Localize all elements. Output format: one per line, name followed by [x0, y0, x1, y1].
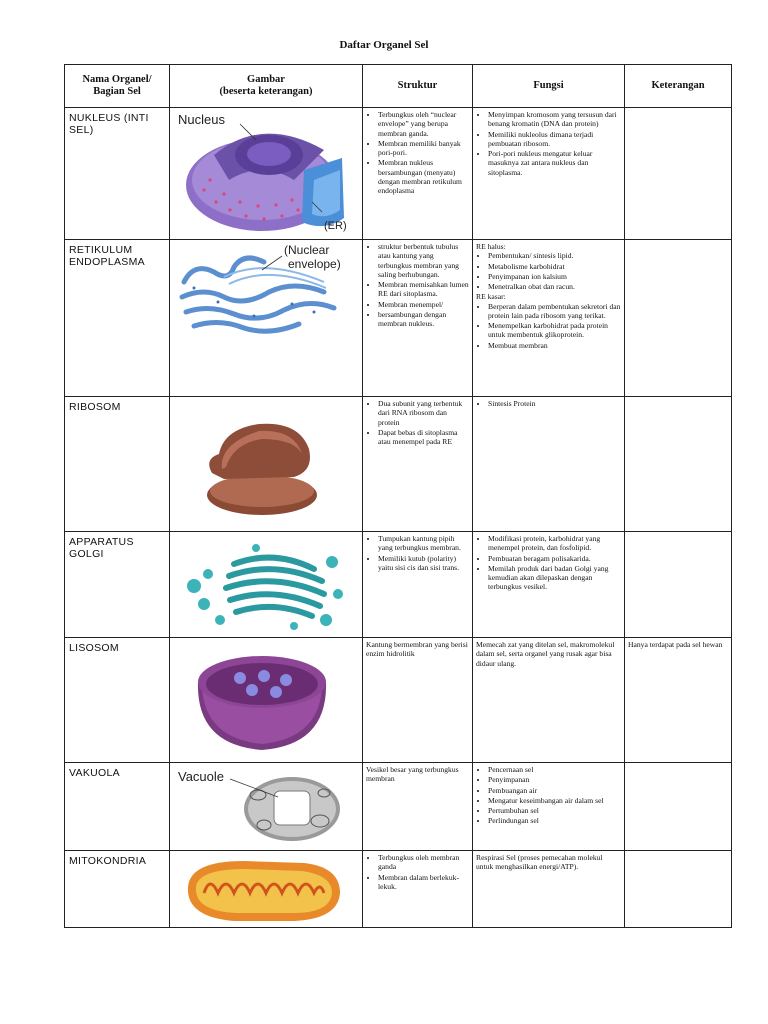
bullet-item: • Membran nukleus bersambungan (menyatu) dengan membran retikulum endoplasma: [378, 158, 469, 195]
bullet-item: • Pembuangan air: [488, 786, 621, 795]
bullet-item: • Membran memisahkan lumen RE dari sitoplasma.: [378, 280, 469, 299]
bullet-item: • Menyimpan kromosom yang tersusun dari benang kromatin (DNA dan protein): [488, 110, 621, 129]
note-cell: [625, 851, 732, 928]
bullet-list: [476, 110, 621, 177]
cell-text: RE kasar:: [476, 292, 506, 302]
function-cell: [473, 851, 625, 928]
organelle-name: LISOSOM: [65, 638, 170, 763]
note-cell: [625, 397, 732, 532]
structure-cell: [363, 240, 473, 397]
structure-cell: [363, 851, 473, 928]
organelle-image-cell: [170, 763, 363, 851]
organelle-image-cell: [170, 397, 363, 532]
bullet-item: • Membran dalam berlekuk-lekuk.: [378, 873, 469, 892]
nuclear-envelope-label-1: (Nuclear: [284, 243, 330, 257]
bullet-item: • Tumpukan kantung pipih yang terbungkus membran.: [378, 534, 469, 553]
note-cell: [625, 240, 732, 397]
organelle-image-cell: [170, 240, 363, 397]
bullet-item: • Pembuatan beragam polisakarida.: [488, 554, 621, 563]
note-cell: [625, 763, 732, 851]
bullet-item: • Menetralkan obat dan racun.: [488, 282, 621, 291]
organelle-image-cell: [170, 638, 363, 763]
bullet-item: • Terbungkus oleh membran ganda: [378, 853, 469, 872]
bullet-item: • Sintesis Protein: [488, 399, 621, 408]
nuclear-envelope-label-2: envelope): [288, 257, 341, 271]
organelle-image-cell: [170, 851, 363, 928]
organelle-name: MITOKONDRIA: [65, 851, 170, 928]
bullet-item: • Membran menempel/: [378, 300, 469, 309]
bullet-list: [476, 302, 621, 350]
structure-cell: [363, 108, 473, 240]
lysosome-illustration: [174, 640, 352, 758]
bullet-item: • Terbungkus oleh “nuclear envelope” yang berupa membran ganda.: [378, 110, 469, 138]
bullet-item: • Berperan dalam pembentukan sekretori dan protein lain pada ribosom yang terikat.: [488, 302, 621, 321]
table-header-row: [65, 65, 732, 108]
bullet-item: • Mengatur keseimbangan air dalam sel: [488, 796, 621, 805]
table-row: [65, 240, 732, 397]
bullet-list: [366, 534, 469, 572]
bullet-item: • Dua subunit yang terbentuk dari RNA ribosom dan protein: [378, 399, 469, 427]
table-row: [65, 763, 732, 851]
bullet-item: • Penyimpanan: [488, 775, 621, 784]
function-cell: [473, 397, 625, 532]
table-row: [65, 532, 732, 638]
cell-text: Kantung bermembran yang berisi enzim hidrolitik: [366, 640, 468, 659]
cell-text: RE halus:: [476, 242, 506, 251]
bullet-item: • bersambungan dengan membran nukleus.: [378, 310, 469, 329]
bullet-list: [476, 251, 621, 291]
structure-cell: [363, 397, 473, 532]
organelle-image-cell: [170, 108, 363, 240]
er-label: (ER): [324, 220, 347, 232]
mitochondria-illustration: [174, 853, 352, 924]
bullet-item: • struktur berbentuk tubulus atau kantung yang terbungkus membran yang saling berhubungan.: [378, 242, 469, 279]
bullet-item: • Dapat bebas di sitoplasma atau menempel pada RE: [378, 428, 469, 447]
bullet-list: [366, 399, 469, 446]
bullet-list: [366, 242, 469, 328]
function-cell: [473, 763, 625, 851]
structure-cell: [363, 532, 473, 638]
bullet-item: • Pori-pori nukleus mengatur keluar masuknya zat antara nukleus dan sitoplasma.: [488, 149, 621, 177]
organelle-name: RIBOSOM: [65, 397, 170, 532]
document-title: Daftar Organel Sel: [339, 39, 429, 51]
nucleus-label: Nucleus: [178, 112, 225, 127]
vacuole-illustration: [174, 765, 352, 847]
bullet-item: • Membuat membran: [488, 341, 621, 350]
bullet-list: [366, 110, 469, 195]
bullet-item: • Pencernaan sel: [488, 765, 621, 774]
bullet-item: • Penyimpanan ion kalsium: [488, 272, 621, 281]
header-function: Fungsi: [473, 65, 625, 108]
header-note: Keterangan: [625, 65, 732, 108]
organelle-table: [64, 64, 732, 928]
bullet-list: [366, 853, 469, 891]
bullet-item: • Memilah produk dari badan Golgi yang kemudian akan dilepaskan dengan terbungkus vesikel.: [488, 564, 621, 592]
header-structure: Struktur: [363, 65, 473, 108]
bullet-item: • Memiliki nukleolus dimana terjadi pembuatan ribosom.: [488, 130, 621, 149]
table-row: [65, 108, 732, 240]
cell-text: Vesikel besar yang terbungkus membran: [366, 765, 459, 784]
organelle-name: APPARATUS GOLGI: [65, 532, 170, 638]
table-row: [65, 397, 732, 532]
note-cell: Hanya terdapat pada sel hewan: [625, 638, 732, 763]
vacuole-label: Vacuole: [178, 769, 225, 784]
bullet-item: • Membran memiliki banyak pori-pori.: [378, 139, 469, 158]
table-row: [65, 851, 732, 928]
bullet-item: • Modifikasi protein, karbohidrat yang menempel protein, dan fosfolipid.: [488, 534, 621, 553]
ribosome-illustration: [174, 399, 352, 527]
structure-cell: [363, 638, 473, 763]
bullet-item: • Perlindungan sel: [488, 816, 621, 825]
function-cell: [473, 108, 625, 240]
cell-text: Memecah zat yang ditelan sel, makromolekul dalam sel, serta organel yang rusak agar bisa didaur ulang.: [476, 640, 615, 668]
function-cell: [473, 638, 625, 763]
organelle-name: NUKLEUS (INTI SEL): [65, 108, 170, 240]
header-name: Nama Organel/ Bagian Sel: [65, 65, 170, 108]
table-row: [65, 638, 732, 763]
organelle-name: RETIKULUM ENDOPLASMA: [65, 240, 170, 397]
er-illustration: [174, 242, 352, 338]
bullet-item: • Pembentukan/ sintesis lipid.: [488, 251, 621, 260]
bullet-item: • Memiliki kutub (polarity) yaitu sisi cis dan sisi trans.: [378, 554, 469, 573]
bullet-item: • Metabolisme karbohidrat: [488, 262, 621, 271]
function-cell: [473, 240, 625, 397]
cell-text: Respirasi Sel (proses pemecahan molekul untuk menghasilkan energi/ATP).: [476, 853, 603, 872]
note-cell: [625, 108, 732, 240]
function-cell: [473, 532, 625, 638]
note-cell: [625, 532, 732, 638]
structure-cell: [363, 763, 473, 851]
organelle-image-cell: [170, 532, 363, 638]
organelle-name: VAKUOLA: [65, 763, 170, 851]
bullet-list: [476, 765, 621, 826]
bullet-item: • Menempelkan karbohidrat pada protein untuk membentuk glikoprotein.: [488, 321, 621, 340]
nucleus-illustration: [174, 110, 352, 236]
bullet-item: • Pertumbuhan sel: [488, 806, 621, 815]
bullet-list: [476, 399, 621, 408]
golgi-illustration: [174, 534, 352, 634]
header-image: Gambar (beserta keterangan): [170, 65, 363, 108]
bullet-list: [476, 534, 621, 592]
